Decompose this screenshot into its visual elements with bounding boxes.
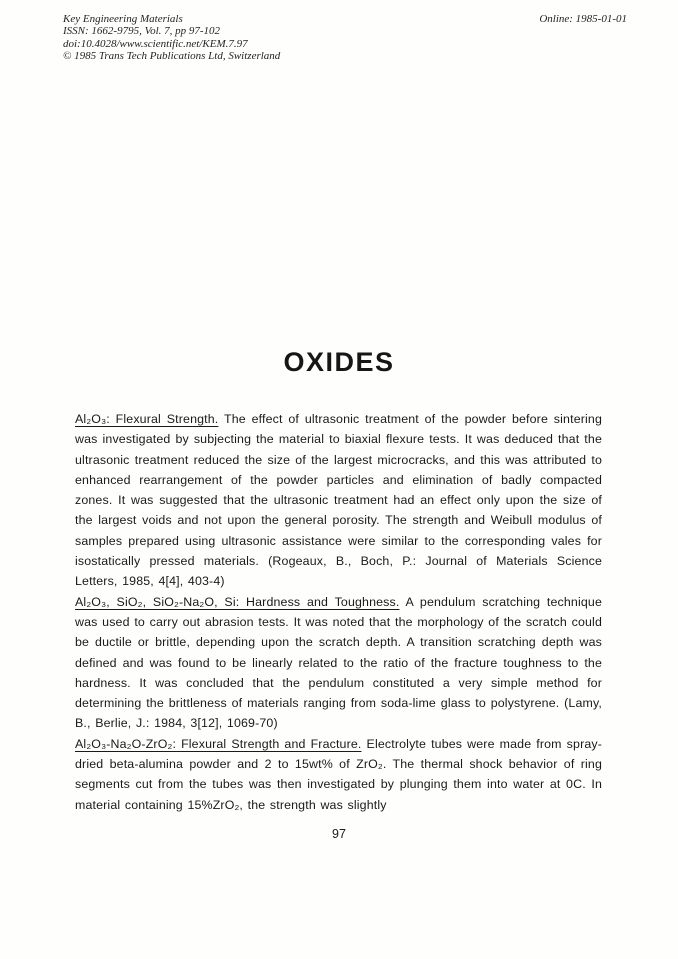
journal-copyright-line: © 1985 Trans Tech Publications Ltd, Switzerland — [63, 50, 281, 63]
abstract-heading: Al₂O₃, SiO₂, SiO₂-Na₂O, Si: Hardness and Toughness. — [75, 594, 400, 609]
abstract-heading: Al₂O₃-Na₂O-ZrO₂: Flexural Strength and Fracture. — [75, 736, 362, 751]
abstract-body: The effect of ultrasonic treatment of the powder before sintering was investigated by subjecting the material to biaxial flexure tests. It was deduced that the ultrasonic treatment reduced the size of the largest microcracks, and this was attributed to enhanced rearrangement of the powder particles and elimination of badly compacted zones. It was suggested that the ultrasonic treatment had an effect only upon the size of the largest voids and not upon the general porosity. The strength and Weibull modulus of samples prepared using ultrasonic assistance were similar to the corresponding vales for isostatically pressed materials. (Rogeaux, B., Boch, P.: Journal of Materials Science Letters, 1985, 4[4], 403-4) — [75, 412, 602, 589]
abstract-heading: Al₂O₃: Flexural Strength. — [75, 412, 219, 426]
abstract-body: A pendulum scratching technique was used to carry out abrasion tests. It was noted that the morphology of the scratch could be ductile or brittle, depending upon the scratch depth. A transition scratching depth was defined and was found to be linearly related to the ratio of the fracture toughness to the hardness. It was concluded that the pendulum constituted a very simple method for determining the brittleness of materials ranging from soda-lime glass to polystyrene. (Lamy, B., Berlie, J.: 1984, 3[12], 1069-70) — [75, 594, 602, 731]
journal-header — [63, 13, 280, 63]
abstract-body: Electrolyte tubes were made from spray-dried beta-alumina powder and 2 to 15wt% of ZrO₂. The thermal shock behavior of ring segments cut from the tubes was then investigated by plunging them into water at 0C. In material containing 15%ZrO₂, the strength was slightly — [75, 736, 603, 812]
section-title: OXIDES — [283, 347, 395, 377]
journal-issn-line: ISSN: 1662-9795, Vol. 7, pp 97-102 — [63, 25, 221, 38]
journal-doi-line: doi:10.4028/www.scientific.net/KEM.7.97 — [63, 37, 248, 50]
journal-title: Key Engineering Materials — [63, 13, 183, 25]
online-date: Online: 1985-01-01 — [539, 13, 627, 25]
abstracts-section — [75, 409, 602, 815]
page-number: 97 — [332, 827, 346, 841]
abstract-paragraph-1 — [75, 409, 602, 592]
abstract-paragraph-3 — [75, 734, 602, 815]
abstract-paragraph-2 — [75, 592, 602, 734]
